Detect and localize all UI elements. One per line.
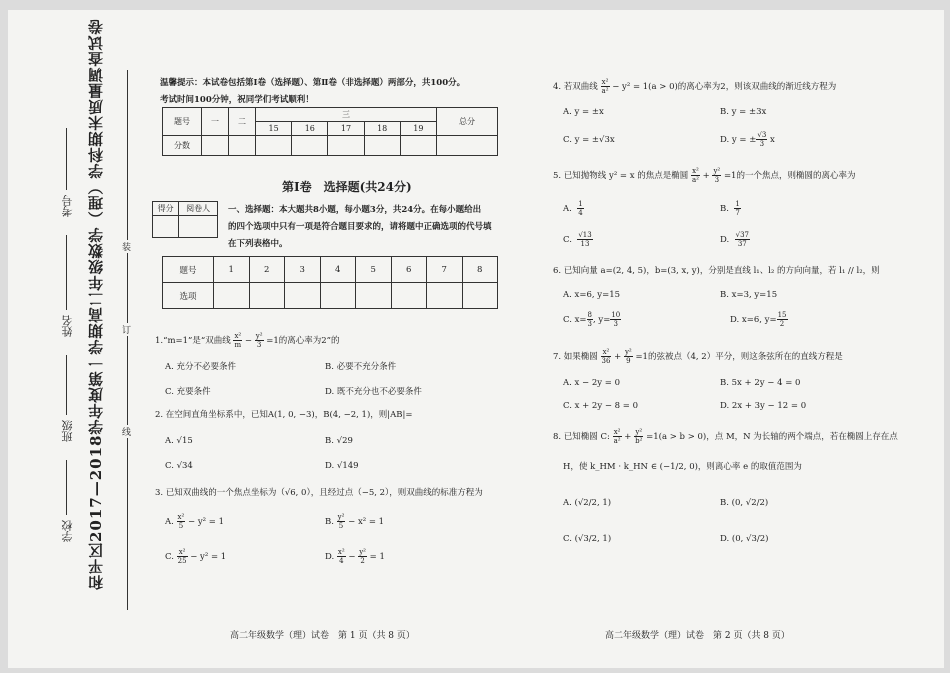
score-cell[interactable] <box>400 136 436 156</box>
q3-stem: 3. 已知双曲线的一个焦点坐标为（√6, 0），且经过点（−5, 2），则双曲线的标准方程为 <box>155 488 483 498</box>
q4-option-d: D. y = ± $\frac{√3}{3}$ x <box>720 131 775 148</box>
section1-instr-3: 在下列表格中。 <box>228 239 288 249</box>
q8-stem-line1: 8. 已知椭圆 C: $\frac{\text{x²}}{\text{a²}}$ + $\frac{\text{y²}}{\text{b²}}$ =1(a > b > 0)，点 M，N 为长轴的两个端点，若在椭圆上存在点 <box>553 428 898 445</box>
q7-option-c: C. x + 2y − 8 = 0 <box>563 401 639 411</box>
q5-option-b: B. $\frac{1}{7}$ <box>720 200 740 217</box>
score-head-3: 三 <box>256 108 437 122</box>
exam-no-blank <box>66 128 67 190</box>
q2-option-b: B. √29 <box>325 436 353 446</box>
seal-char-3: 线 <box>122 425 131 438</box>
footer-right: 高二年级数学（理）试卷 第 2 页（共 8 页） <box>605 631 790 641</box>
q6-stem: 6. 已知向量 a=(2, 4, 5)，b=(3, x, y)，分别是直线 l₁、l₂ 的方向向量，若 l₁ // l₂，则 <box>553 266 880 276</box>
q4-option-c: C. y = ±√3x <box>563 135 615 145</box>
score-cell[interactable] <box>292 136 328 156</box>
school-label: 学校 <box>61 520 74 542</box>
answer-cell[interactable] <box>285 283 321 309</box>
answer-cell[interactable] <box>214 283 250 309</box>
q3-option-b: B. $\frac{\text{y²}}{5}$ − x² = 1 <box>325 513 385 530</box>
answer-head-3: 3 <box>285 257 321 283</box>
score-sub-18: 18 <box>364 122 400 136</box>
score-cell[interactable] <box>328 136 364 156</box>
score-head-1: 一 <box>202 108 229 136</box>
score-head-2: 二 <box>229 108 256 136</box>
answer-cell[interactable] <box>249 283 285 309</box>
score-cell[interactable] <box>256 136 292 156</box>
answer-table <box>162 256 498 309</box>
class-blank <box>66 355 67 415</box>
q5-option-a: A. $\frac{1}{4}$ <box>563 200 583 217</box>
q4-option-b: B. y = ±3x <box>720 107 767 117</box>
answer-head-7: 7 <box>427 257 463 283</box>
q1-option-b: B. 必要不充分条件 <box>325 362 397 372</box>
grader-score-label: 得分 <box>153 202 179 216</box>
school-blank <box>66 460 67 515</box>
q1-stem: 1.“m=1”是“双曲线 $\frac{\text{x²}}{m}$ − $\frac{\text{y²}}{3}$ =1的离心率为2”的 <box>155 332 340 349</box>
grader-cell[interactable] <box>153 216 179 238</box>
q6-option-a: A. x=6, y=15 <box>563 290 621 300</box>
answer-head-5: 5 <box>356 257 392 283</box>
score-sub-15: 15 <box>256 122 292 136</box>
section1-title: 第Ⅰ卷 选择题(共24分) <box>282 180 412 194</box>
q2-option-c: C. √34 <box>165 461 193 471</box>
name-blank <box>66 235 67 310</box>
q6-option-d: D. x=6, y= $\frac{15}{2}$ <box>730 311 787 328</box>
score-sub-17: 17 <box>328 122 364 136</box>
answer-cell[interactable] <box>391 283 427 309</box>
q1-option-d: D. 既不充分也不必要条件 <box>325 387 422 397</box>
answer-cell[interactable] <box>356 283 392 309</box>
score-cell[interactable] <box>202 136 229 156</box>
answer-head-1: 1 <box>214 257 250 283</box>
notice-line-2: 考试时间100分钟，祝同学们考试顺利！ <box>160 95 314 105</box>
score-row-label: 分数 <box>163 136 202 156</box>
q8-option-b: B. (0, √2/2) <box>720 498 769 508</box>
q3-option-a: A. $\frac{\text{x²}}{5}$ − y² = 1 <box>165 513 224 530</box>
q4-stem: 4. 若双曲线 $\frac{\text{x²}}{\text{a²}}$ − y² = 1(a > 0)的离心率为2，则该双曲线的渐近线方程为 <box>553 78 837 95</box>
q3-option-c: C. $\frac{\text{x²}}{25}$ − y² = 1 <box>165 548 227 565</box>
seal-char-1: 装 <box>122 240 131 253</box>
section1-instr-2: 的四个选项中只有一项是符合题目要求的，请将题中正确选项的代号填 <box>228 222 492 232</box>
q4-option-a: A. y = ±x <box>563 107 604 117</box>
answer-cell[interactable] <box>462 283 498 309</box>
answer-cell[interactable] <box>320 283 356 309</box>
q6-option-b: B. x=3, y=15 <box>720 290 778 300</box>
score-sub-19: 19 <box>400 122 436 136</box>
score-sub-16: 16 <box>292 122 328 136</box>
score-head-total: 总分 <box>437 108 498 136</box>
binding-line <box>127 70 128 610</box>
q3-option-d: D. $\frac{\text{x²}}{4}$ − $\frac{\text{y²}}{2}$ = 1 <box>325 548 385 565</box>
score-head-label: 题号 <box>163 108 202 136</box>
q7-option-a: A. x − 2y = 0 <box>563 378 621 388</box>
q5-stem: 5. 已知抛物线 y² = x 的焦点是椭圆 $\frac{\text{x²}}{\text{a²}}$ + $\frac{\text{y²}}{3}$ =1的一个焦点，则椭圆的离心率为 <box>553 167 856 184</box>
q8-option-c: C. (√3/2, 1) <box>563 534 612 544</box>
q7-option-d: D. 2x + 3y − 12 = 0 <box>720 401 807 411</box>
score-cell[interactable] <box>437 136 498 156</box>
grader-cell[interactable] <box>179 216 218 238</box>
q5-option-c: C. $\frac{√13}{13}$ <box>563 231 592 248</box>
grader-table <box>152 201 218 238</box>
q8-option-d: D. (0, √3/2) <box>720 534 769 544</box>
exam-title-vertical: 和平区2017—2018学年度第一学期高二年级数学（理）学科期末质量调查试卷 <box>87 18 105 590</box>
q2-option-d: D. √149 <box>325 461 359 471</box>
score-cell[interactable] <box>229 136 256 156</box>
exam-no-label: 考号 <box>61 195 74 217</box>
q8-stem-line2: H，使 k_HM · k_HN ∈ (−1/2, 0)，则离心率 e 的取值范围为 <box>563 462 802 472</box>
answer-head-2: 2 <box>249 257 285 283</box>
q2-option-a: A. √15 <box>165 436 193 446</box>
answer-head-8: 8 <box>462 257 498 283</box>
score-cell[interactable] <box>364 136 400 156</box>
answer-head-4: 4 <box>320 257 356 283</box>
score-table <box>162 107 498 156</box>
q7-stem: 7. 如果椭圆 $\frac{\text{x²}}{36}$ + $\frac{\text{y²}}{9}$ =1的弦被点（4, 2）平分，则这条弦所在的直线方程是 <box>553 348 843 365</box>
q2-stem: 2. 在空间直角坐标系中，已知A(1, 0, −3)，B(4, −2, 1)，则|AB|= <box>155 410 413 420</box>
section1-instr-1: 一、选择题：本大题共8小题，每小题3分，共24分。在每小题给出 <box>228 205 482 215</box>
footer-left: 高二年级数学（理）试卷 第 1 页（共 8 页） <box>230 631 415 641</box>
grader-name-label: 阅卷人 <box>179 202 218 216</box>
seal-char-2: 订 <box>122 323 131 336</box>
answer-head-label: 题号 <box>163 257 214 283</box>
q5-option-d: D. $\frac{√37}{37}$ <box>720 231 749 248</box>
q1-option-a: A. 充分不必要条件 <box>165 362 237 372</box>
q1-option-c: C. 充要条件 <box>165 387 211 397</box>
answer-row-label: 选项 <box>163 283 214 309</box>
answer-cell[interactable] <box>427 283 463 309</box>
class-label: 班级 <box>61 420 74 442</box>
q8-option-a: A. (√2/2, 1) <box>563 498 612 508</box>
q7-option-b: B. 5x + 2y − 4 = 0 <box>720 378 801 388</box>
q6-option-c: C. x= $\frac{8}{3}$ , y= $\frac{10}{3}$ <box>563 311 621 328</box>
answer-head-6: 6 <box>391 257 427 283</box>
notice-line-1: 温馨提示：本试卷包括第Ⅰ卷（选择题）、第Ⅱ卷（非选择题）两部分，共100分。 <box>160 78 466 88</box>
name-label: 姓名 <box>61 315 74 337</box>
